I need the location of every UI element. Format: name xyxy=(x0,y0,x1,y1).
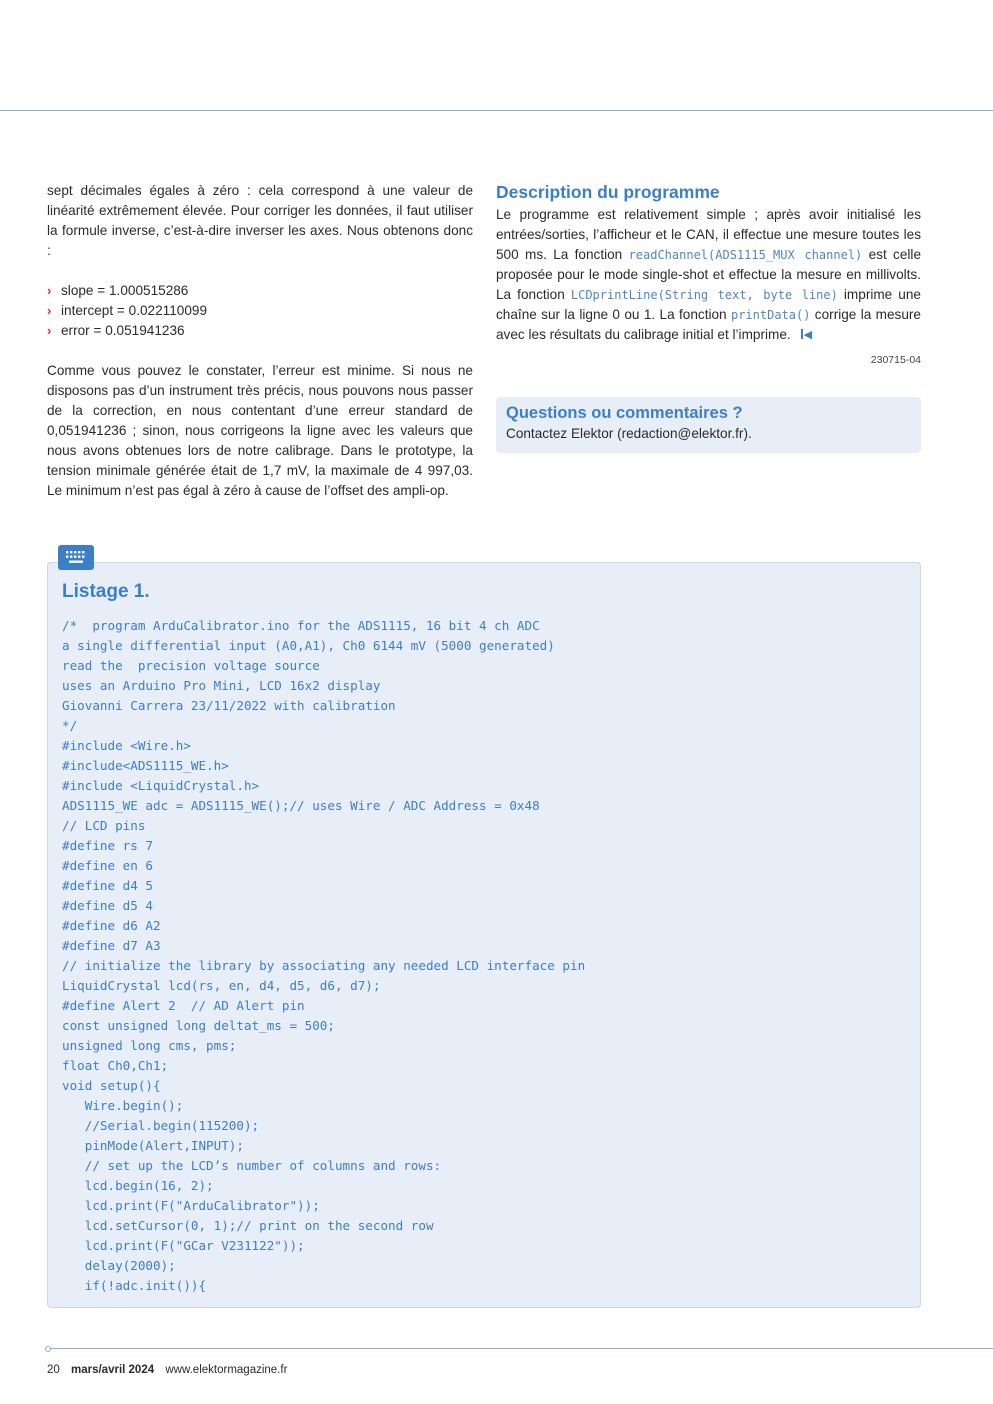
listing-title: Listage 1. xyxy=(62,581,150,602)
right-column xyxy=(496,181,921,366)
header-rule xyxy=(0,110,993,111)
chevron-right-icon: › xyxy=(47,323,52,338)
questions-contact: Contactez Elektor (redaction@elektor.fr). xyxy=(506,426,752,441)
article-reference: 230715-04 xyxy=(870,354,921,366)
code-listing xyxy=(47,562,921,1308)
list-item: › slope = 1.000515286 xyxy=(47,281,473,301)
website-link[interactable]: www.elektormagazine.fr xyxy=(165,1364,288,1376)
inline-code: printData() xyxy=(730,308,811,322)
chevron-right-icon: › xyxy=(47,303,52,318)
list-item: › error = 0.051941236 xyxy=(47,321,473,341)
end-of-article-icon: ◀ xyxy=(801,325,812,345)
body-paragraph-1: sept décimales égales à zéro : cela correspond à une valeur de linéarité extrêmement élevée. Pour corriger les données, il faut utiliser la formule inverse, c’est-à-dire inverser les axes. Nous obtenons donc : xyxy=(47,183,473,258)
body-paragraph-2: Comme vous pouvez le constater, l’erreur est minime. Si nous ne disposons pas d’un instrument très précis, nous pouvons nous passer de la correction, en nous contentant d’une erreur standard de 0,051941236 ; sinon, nous corrigeons la ligne avec les valeurs que nous avons obtenues lors de notre calibrage. Dans le prototype, la tension minimale générée était de 1,7 mV, la maximale de 4 997,03. Le minimum n’est pas égal à zéro à cause de l’offset des ampli-op. xyxy=(47,363,473,498)
keyboard-icon-graphic xyxy=(58,545,94,570)
questions-box xyxy=(496,397,921,453)
page-footer xyxy=(47,1364,287,1376)
page-number: 20 xyxy=(47,1364,60,1376)
issue-date: mars/avril 2024 xyxy=(71,1364,155,1376)
left-column xyxy=(47,181,473,501)
description-paragraph: Le programme est relativement simple ; après avoir initialisé les entrées/sorties, l’afficheur et le CAN, il effectue une mesure toutes les 500 ms. La fonction readChannel(ADS1115_MUX channel) est celle proposée pour le mode single-shot et effectue la mesure en millivolts. La fonction LCDprintLine(String text, byte line) imprime une chaîne sur la ligne 0 ou 1. La fonction printData() corrige la mesure avec les résultats du calibrage initial et l’imprime. ◀ xyxy=(496,205,921,345)
inline-code: readChannel(ADS1115_MUX channel) xyxy=(628,248,863,262)
footer-rule-dot xyxy=(45,1346,51,1352)
result-list xyxy=(47,281,473,341)
inline-code: LCDprintLine(String text, byte line) xyxy=(570,288,838,302)
chevron-right-icon: › xyxy=(47,283,52,298)
section-heading: Description du programme xyxy=(496,182,720,202)
keyboard-icon xyxy=(58,545,94,570)
footer-rule xyxy=(47,1348,993,1349)
listing-code: /* program ArduCalibrator.ino for the ADS1115, 16 bit 4 ch ADC a single differential input (A0,A1), Ch0 6144 mV (5000 generated) read the precision voltage source uses an Arduino Pro Mini, LCD 16x2 display Giovanni Carrera 23/11/2022 with calibration */ #include <Wire.h> #include<ADS1115_WE.h> #include <LiquidCrystal.h> ADS1115_WE adc = ADS1115_WE();// uses Wire / ADC Address = 0x48 // LCD pins #define rs 7 #define en 6 #define d4 5 #define d5 4 #define d6 A2 #define d7 A3 // initialize the library by associating any needed LCD interface pin LiquidCrystal lcd(rs, en, d4, d5, d6, d7); #define Alert 2 // AD Alert pin const unsigned long deltat_ms = 500; unsigned long cms, pms; float Ch0,Ch1; void setup(){ Wire.begin(); //Serial.begin(115200); pinMode(Alert,INPUT); // set up the LCD’s number of columns and rows: lcd.begin(16, 2); lcd.print(F("ArduCalibrator")); lcd.setCursor(0, 1);// print on the second row lcd.print(F("GCar V231122")); delay(2000); if(!adc.init()){ xyxy=(62,618,586,1293)
questions-title: Questions ou commentaires ? xyxy=(506,404,743,422)
list-item: › intercept = 0.022110099 xyxy=(47,301,473,321)
